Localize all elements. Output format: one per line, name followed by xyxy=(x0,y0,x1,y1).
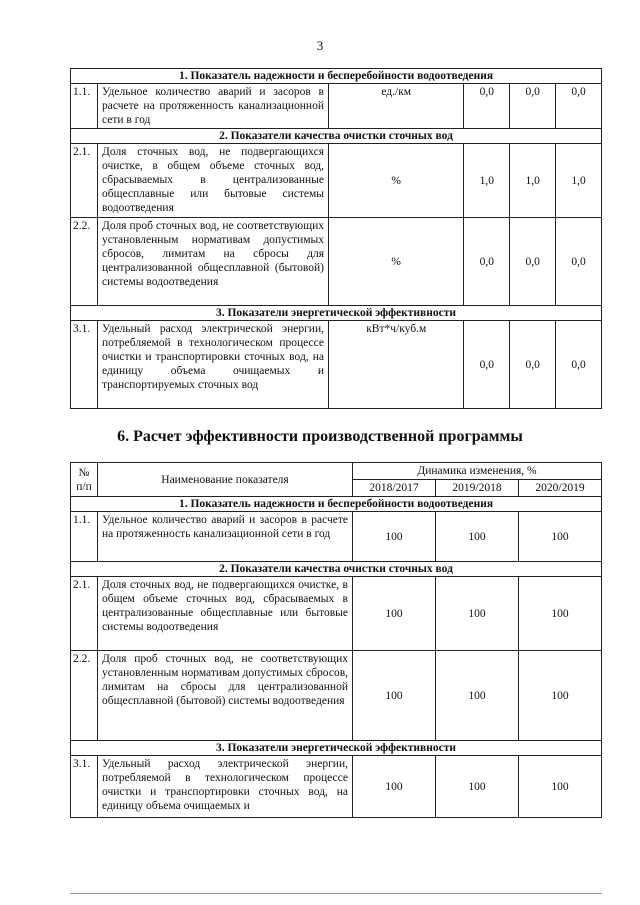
row-value: 100 xyxy=(436,756,519,818)
row-value: 100 xyxy=(353,756,436,818)
row-value: 0,0 xyxy=(556,218,602,306)
row-value: 0,0 xyxy=(510,321,556,409)
row-number: 2.1. xyxy=(71,577,98,651)
page-bottom-rule xyxy=(70,893,602,894)
row-value: 0,0 xyxy=(464,321,510,409)
section-title: 3. Показатели энергетической эффективности xyxy=(71,741,602,756)
indicators-table xyxy=(70,68,602,409)
row-number: 3.1. xyxy=(71,756,98,818)
row-number: 1.1. xyxy=(71,512,98,562)
row-value: 100 xyxy=(436,577,519,651)
row-number: 2.1. xyxy=(71,144,98,218)
row-value: 0,0 xyxy=(464,84,510,129)
table-row xyxy=(71,651,602,741)
row-description: Удельный расход электрической энергии, потребляемой в технологическом процессе очистки и транспортировки сточных вод, на единицу объема очищаемых и xyxy=(98,756,353,818)
row-value: 100 xyxy=(436,651,519,741)
efficiency-table xyxy=(70,462,602,818)
row-description: Удельное количество аварий и засоров в расчете на протяженность канализационной сети в год xyxy=(98,512,353,562)
row-value: 0,0 xyxy=(464,218,510,306)
page-number: 3 xyxy=(316,38,324,53)
section-title: 1. Показатель надежности и бесперебойности водоотведения xyxy=(71,497,602,512)
section-title: 1. Показатель надежности и бесперебойности водоотведения xyxy=(71,69,602,84)
table-row xyxy=(71,321,602,409)
section-title: 2. Показатели качества очистки сточных вод xyxy=(71,562,602,577)
row-number: 2.2. xyxy=(71,651,98,741)
table-row xyxy=(71,84,602,129)
section-title: 3. Показатели энергетической эффективности xyxy=(71,306,602,321)
row-value: 100 xyxy=(519,512,602,562)
table-row xyxy=(71,577,602,651)
row-description: Доля проб сточных вод, не соответствующих установленным нормативам допустимых сбросов, лимитам на сбросы для централизованной общесплавной (бытовой) системы водоотведения xyxy=(98,218,329,306)
row-unit: ед./км xyxy=(329,84,464,129)
row-number: 3.1. xyxy=(71,321,98,409)
row-unit: % xyxy=(329,218,464,306)
column-header-name: Наименование показателя xyxy=(98,463,353,497)
column-header-year: 2020/2019 xyxy=(519,480,602,497)
row-value: 0,0 xyxy=(556,321,602,409)
row-value: 100 xyxy=(519,756,602,818)
row-value: 100 xyxy=(436,512,519,562)
table-row xyxy=(71,512,602,562)
header-number-sign: № xyxy=(78,466,90,479)
row-value: 100 xyxy=(353,577,436,651)
row-value: 0,0 xyxy=(556,84,602,129)
row-description: Удельное количество аварий и засоров в расчете на протяженность канализационной сети в год xyxy=(98,84,329,129)
row-description: Доля сточных вод, не подвергающихся очистке, в общем объеме сточных вод, сбрасываемых в централизованные общесплавные или бытовые системы водоотведения xyxy=(98,577,353,651)
row-value: 100 xyxy=(353,512,436,562)
column-header-number xyxy=(71,463,98,497)
row-number: 2.2. xyxy=(71,218,98,306)
row-value: 1,0 xyxy=(464,144,510,218)
row-value: 0,0 xyxy=(510,84,556,129)
table-row xyxy=(71,144,602,218)
column-header-dynamics: Динамика изменения, % xyxy=(353,463,602,480)
column-header-year: 2019/2018 xyxy=(436,480,519,497)
section-title: 2. Показатели качества очистки сточных вод xyxy=(71,129,602,144)
row-value: 0,0 xyxy=(510,218,556,306)
row-value: 1,0 xyxy=(510,144,556,218)
row-number: 1.1. xyxy=(71,84,98,129)
row-value: 100 xyxy=(353,651,436,741)
row-value: 1,0 xyxy=(556,144,602,218)
row-value: 100 xyxy=(519,651,602,741)
row-value: 100 xyxy=(519,577,602,651)
row-description: Удельный расход электрической энергии, потребляемой в технологическом процессе очистки и транспортировки сточных вод, на единицу объема очищаемых и транспортируемых сточных вод xyxy=(98,321,329,409)
section-heading: 6. Расчет эффективности производственной программы xyxy=(117,428,523,445)
table-row xyxy=(71,218,602,306)
row-description: Доля проб сточных вод, не соответствующих установленным нормативам допустимых сбросов, лимитам на сбросы для централизованной общесплавной (бытовой) системы водоотведения xyxy=(98,651,353,741)
column-header-year: 2018/2017 xyxy=(353,480,436,497)
row-unit: кВт*ч/куб.м xyxy=(329,321,464,409)
row-unit: % xyxy=(329,144,464,218)
table-row xyxy=(71,756,602,818)
header-number-abbr: п/п xyxy=(76,480,92,493)
row-description: Доля сточных вод, не подвергающихся очистке, в общем объеме сточных вод, сбрасываемых в централизованные общесплавные или бытовые системы водоотведения xyxy=(98,144,329,218)
